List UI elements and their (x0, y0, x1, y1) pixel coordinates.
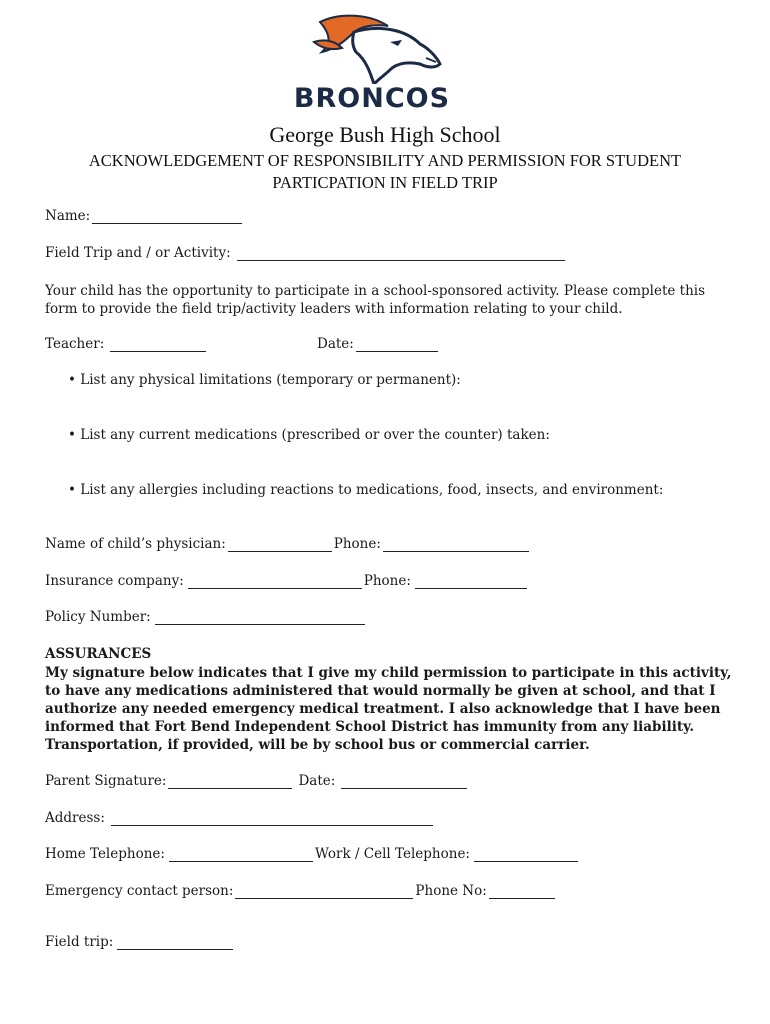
home-telephone-label: Home Telephone: (45, 846, 165, 862)
insurance-row (45, 573, 529, 589)
parent-signature-label: Parent Signature: (45, 773, 167, 789)
logo-wordmark: BRONCOS (293, 83, 451, 114)
bullet-allergies: • List any allergies including reactions to medications, food, insects, and environment: (68, 482, 664, 498)
address-field[interactable] (111, 811, 433, 826)
intro-paragraph: Your child has the opportunity to participate in a school-sponsored activity. Please complete this form to provide the field trip/activity leaders with information relating to your child. (45, 283, 706, 317)
activity-label: Field Trip and / or Activity: (45, 245, 231, 261)
policy-row (45, 609, 367, 625)
assurances-text: My signature below indicates that I give my child permission to participate in this activity, to have any medications administered that would normally be given at school, and that I authorize any needed emergency medical treatment. I also acknowledge that I have been informed that Fort Bend Independent School District has immunity from any liability. Transportation, if provided, will be by school bus or commercial carrier. (45, 665, 732, 753)
insurance-label: Insurance company: (45, 573, 184, 589)
address-row (45, 810, 435, 826)
name-field[interactable] (92, 209, 242, 224)
teacher-field[interactable] (110, 337, 206, 352)
field-trip-label: Field trip: (45, 934, 114, 950)
date-field[interactable] (356, 337, 438, 352)
work-telephone-label: Work / Cell Telephone: (314, 846, 470, 862)
field-trip-row (45, 934, 235, 950)
insurance-phone-field[interactable] (415, 574, 527, 589)
signature-row (45, 773, 469, 789)
school-name: George Bush High School (269, 122, 501, 147)
emergency-row (45, 883, 557, 899)
insurance-phone-label: Phone: (363, 573, 411, 589)
physician-field[interactable] (228, 537, 332, 552)
policy-field[interactable] (155, 610, 365, 625)
address-label: Address: (45, 810, 105, 826)
signature-date-label: Date: (298, 773, 336, 789)
emergency-contact-field[interactable] (235, 884, 413, 899)
bullet-medications: • List any current medications (prescribed or over the counter) taken: (68, 427, 550, 443)
date-label: Date: (317, 336, 354, 352)
bullet-physical-limitations: • List any physical limitations (temporary or permanent): (68, 372, 461, 388)
emergency-contact-label: Emergency contact person: (45, 883, 234, 899)
emergency-phone-field[interactable] (489, 884, 555, 899)
name-row (45, 208, 244, 224)
signature-date-field[interactable] (341, 774, 467, 789)
activity-field[interactable] (237, 246, 565, 261)
telephone-row (45, 846, 580, 862)
name-label: Name: (45, 208, 91, 224)
date-row (317, 336, 440, 352)
home-telephone-field[interactable] (169, 847, 313, 862)
broncos-logo (270, 12, 474, 112)
horse-head-icon (270, 12, 474, 84)
physician-row (45, 536, 531, 552)
work-telephone-field[interactable] (474, 847, 578, 862)
field-trip-field[interactable] (117, 935, 233, 950)
teacher-label: Teacher: (45, 336, 105, 352)
physician-label: Name of child’s physician: (45, 536, 226, 552)
emergency-phone-label: Phone No: (415, 883, 487, 899)
insurance-field[interactable] (188, 574, 362, 589)
policy-label: Policy Number: (45, 609, 151, 625)
teacher-row (45, 336, 208, 352)
parent-signature-field[interactable] (168, 774, 292, 789)
physician-phone-label: Phone: (333, 536, 381, 552)
physician-phone-field[interactable] (383, 537, 529, 552)
assurances-heading: ASSURANCES (45, 646, 152, 662)
activity-row (45, 245, 567, 261)
form-title: ACKNOWLEDGEMENT OF RESPONSIBILITY AND PERMISSION FOR STUDENT PARTICPATION IN FIELD TRIP (88, 151, 682, 192)
